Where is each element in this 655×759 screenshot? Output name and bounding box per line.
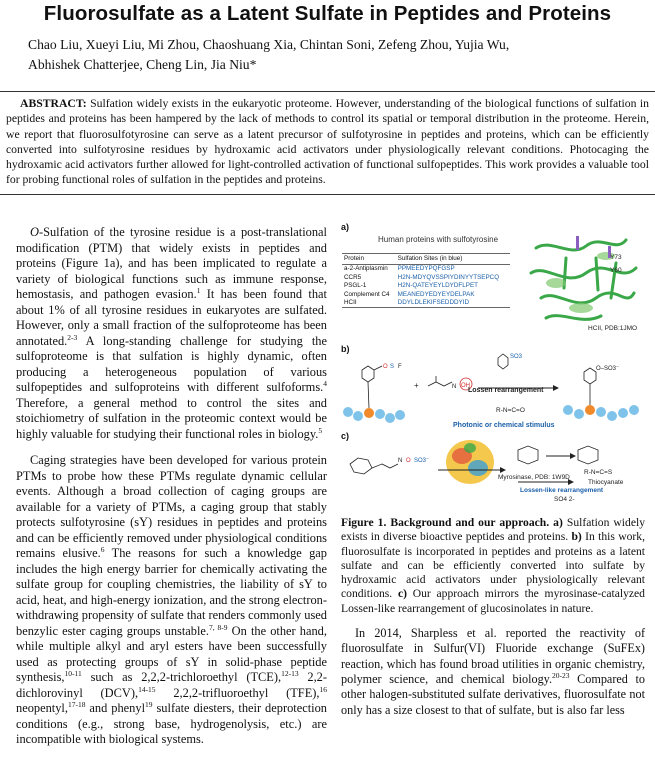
table-row — [342, 282, 510, 290]
p1-text-d: Therefore, a general method to control the sites and stoichiometry of sulfation in the proteomic context would be highly valuable for studying their functional roles in biology. — [16, 395, 327, 441]
paragraph-2 — [16, 453, 327, 748]
caption-b-text: In this work, fluorosulfate is incorporated in peptides and proteins as a latent sulfate and can be efficiently converted into sulfate by hydroxamic acid activators under physiologically relevant conditions. — [341, 530, 645, 601]
table-header: Protein — [342, 254, 396, 265]
ref: 16 — [319, 684, 327, 694]
lossen-like-label: Lossen-like rearrangement — [520, 487, 604, 494]
ref: 4 — [323, 378, 327, 388]
thiocyanate-label: Thiocyanate — [588, 479, 624, 486]
hcii-pdb-label: HCII, PDB:1JMO — [588, 325, 638, 332]
svg-text:SO3⁻: SO3⁻ — [414, 458, 430, 464]
table-row — [342, 265, 510, 274]
svg-text:SO3: SO3 — [510, 354, 523, 360]
svg-text:O: O — [406, 458, 411, 464]
p2-text-g: neopentyl, — [16, 701, 68, 715]
svg-text:O: O — [383, 364, 388, 370]
cell: a-2-Antiplasmin — [344, 265, 388, 273]
table-row — [342, 299, 510, 308]
myrosinase-enzyme — [446, 440, 494, 484]
caption-b-label: b) — [571, 530, 582, 544]
panel-c-label: c) — [341, 431, 350, 441]
panel-a-label: a) — [341, 222, 350, 232]
ref: 10-11 — [64, 668, 82, 678]
abstract-text: Sulfation widely exists in the eukaryotic proteome. However, understanding of the biological functions of sulfation in peptides and proteins has been hampered by the lack of methods to control its spatial or temporal distribution in the proteome. Herein, we report that fluorosulfotyrosine can serve as a latent precursor of sulfotyrosine in peptides and proteins, which can be efficiently converted into sulfotyrosine residues by hydroxamic acid activators under physiologically relevant conditions. Photocaging the hydroxamic acid activators further allowed for light-controlled activation of functional sulfopeptides. This work provides a valuable tool for probing functional roles of sulfation in the peptides and proteins. — [6, 97, 649, 187]
p2-text-c: On the other hand, while multiple alkyl and aryl esters have been successfully used as protecting groups of sY in solid-phase peptide synthesis, — [16, 623, 327, 684]
ref: 5 — [318, 425, 323, 435]
isocyanate-label: R-N=C=O — [496, 407, 525, 414]
svg-text:S: S — [390, 364, 395, 370]
ref: 6 — [100, 544, 105, 554]
p2-text-i: sulfate diesters, their deprotection conditions (e.g., strong base, hydrogenolysis, etc.) are incompatible with biological systems. — [16, 701, 327, 746]
figure-1 — [338, 222, 648, 510]
table-row — [342, 291, 510, 299]
caption-c-label: c) — [397, 587, 407, 601]
ref: 14-15 — [138, 684, 156, 694]
cell: PSGL-1 — [344, 282, 367, 290]
cell: PPMEEDYPQFGSP — [397, 265, 455, 273]
authors-line-1: Chao Liu, Xueyi Liu, Mi Zhou, Chaoshuang Xia, Chintan Soni, Zefeng Zhou, Yujia Wu, — [28, 37, 510, 52]
ref: 2-3 — [67, 332, 78, 342]
rp-text-a: In 2014, Sharpless et al. reported the reactivity of fluorosulfate in Sulfur(VI) Fluoride exchange (SuFEx) reaction, which has found broad utilities in organic chemistry, polymer science, and chemical biology. — [341, 626, 645, 686]
rp-text-b: Compared to other halogen-substituted sulfate derivatives, fluorosulfate not only has a size closest to that of sulfate, but is also far less — [341, 671, 645, 717]
p2-text-h: and phenyl — [85, 701, 146, 715]
svg-text:N: N — [398, 458, 403, 464]
right-paragraph-1 — [341, 626, 645, 718]
cell: Complement C4 — [344, 290, 390, 298]
stimulus-label: Photonic or chemical stimulus — [453, 422, 555, 429]
peptide-beads-right — [563, 405, 639, 421]
cell: H2N-QATEYEYLDYDFLPET — [397, 282, 479, 290]
p1-text-c: A long-standing challenge for studying the sulfoproteome is that sulfation is highly dynamic, often producing a heterogeneous population of various sulfopeptides and sulfoproteins with different sulfoforms. — [16, 333, 327, 394]
ref: 1 — [196, 285, 201, 295]
caption-c-text: Our approach mirrors the myrosinase-catalyzed Lossen-like rearrangement of glucosinolates in nature. — [341, 587, 645, 615]
cell: CCR5 — [344, 273, 362, 281]
hcii-protein-structure — [516, 228, 646, 336]
figure-caption — [341, 516, 645, 616]
y73-label: Y73 — [610, 254, 622, 261]
cell: H2N-MDYQVSSPIYDINYYTSEPCQ — [397, 273, 500, 281]
sulfate-label: SO4 2- — [554, 496, 575, 503]
ref: 20-23 — [552, 670, 570, 680]
svg-text:+: + — [414, 381, 419, 390]
ref: 7, 8-9 — [209, 622, 228, 632]
table-header: Sulfation Sites (in blue) — [396, 254, 510, 265]
p2-text-f: 2,2,2-trifluoroethyl (TFE), — [155, 685, 320, 700]
paper-title: Fluorosulfate as a Latent Sulfate in Peptides and Proteins — [43, 2, 612, 25]
p2-text-d: such as 2,2,2-trichloroethyl (TCE), — [81, 670, 282, 684]
y60-label: Y60 — [610, 267, 622, 274]
thiocyanate-formula: R-N=C=S — [584, 469, 613, 476]
ref: 12-13 — [281, 668, 299, 678]
p2-text-a: Caging strategies have been developed for various protein PTMs to probe how these PTMs regulate dynamic cellular events. Although a broad collection of caging groups are available for a variety of PTMs, a caging group that stably protects sulfotyrosine (sY) residues in peptides and proteins and can be efficiently removed under physiological conditions remains elusive. — [16, 453, 327, 560]
abstract-label: ABSTRACT: — [20, 97, 87, 110]
p2-text-e: 2,2-dichlorovinyl (DCV), — [16, 670, 327, 700]
svg-text:F: F — [398, 364, 402, 370]
caption-a-label: a) — [553, 516, 563, 529]
cell: MEANEDYEDYEYDELPAK — [397, 290, 475, 298]
lossen-rearrangement-label: Lossen rearrangement — [468, 387, 544, 394]
p2-text-b: The reasons for such a knowledge gap includes the high energy barrier for chemically activating the sulfate group for coupling chemistries, the liability of sY to acid, heat, and high-energy ionization, and the strong electron-withdrawing propensity of sulfate that renders commonly used benzylic ester caging groups unstable. — [16, 546, 327, 638]
right-column — [341, 516, 645, 728]
abstract — [0, 91, 655, 195]
author-list — [28, 35, 628, 75]
paragraph-1 — [16, 225, 327, 442]
svg-text:O–SO3⁻: O–SO3⁻ — [596, 366, 620, 372]
panel-a-title: Human proteins with sulfotyrosine — [378, 235, 499, 244]
myrosinase-label: Myrosinase, PDB: 1W9D — [498, 474, 570, 481]
authors-line-2: Abhishek Chatterjee, Cheng Lin, Jia Niu* — [28, 57, 257, 72]
cell: DDYLDLEKIFSEDDDYID — [396, 299, 510, 308]
p1-text-a: -Sulfation of the tyrosine residue is a post-translational modification (PTM) that widely exists in peptides and proteins (Figure 1a), and has been implicated to regulate a variety of biological functions such as immune response, hemostasis, and pathogen evasion. — [16, 225, 327, 301]
peptide-beads-left — [343, 407, 405, 423]
caption-label: Figure 1. Background and our approach. — [341, 516, 550, 529]
svg-text:OH: OH — [461, 383, 470, 389]
caption-a-text: Sulfation widely exists in diverse bioactive peptides and proteins. — [341, 516, 645, 544]
protein-table — [342, 253, 510, 308]
left-column — [16, 225, 327, 759]
svg-text:N: N — [452, 384, 457, 390]
cell: HCII — [342, 299, 396, 308]
ref: 17-18 — [67, 699, 86, 709]
p1-text-b: It has been found that about 1% of all tyrosine residues in eukaryotes are sulfated. However, only a small fraction of the sulfoproteome has been annotated. — [16, 287, 327, 348]
panel-b-label: b) — [341, 344, 350, 354]
table-row — [342, 274, 510, 282]
ref: 19 — [145, 699, 153, 709]
italic-o: O — [30, 225, 39, 239]
